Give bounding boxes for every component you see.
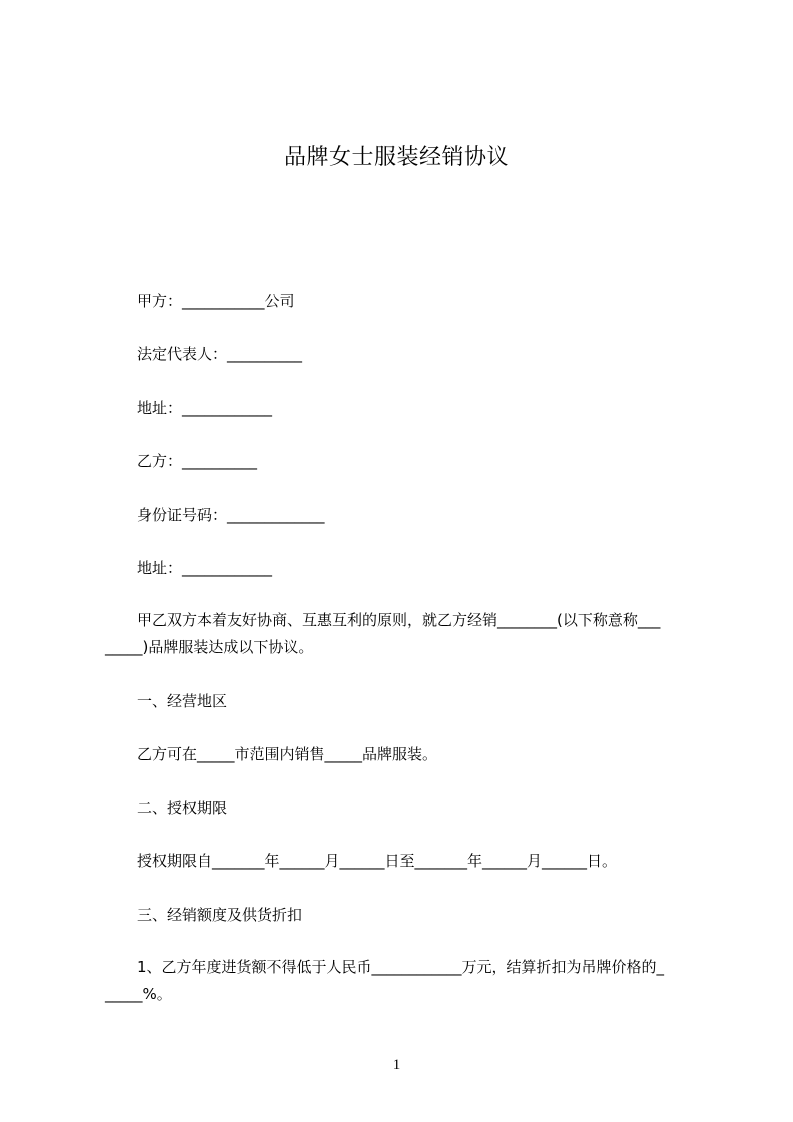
section-1-heading: 一、经营地区 — [137, 692, 228, 710]
intro-paragraph-line-1: 甲乙双方本着友好协商、互惠互利的原则，就乙方经销________(以下称意称___ — [137, 611, 661, 629]
party-b-line: 乙方：__________ — [137, 452, 258, 470]
page-number: 1 — [392, 1057, 401, 1073]
clause-1-paragraph — [105, 954, 705, 1008]
document-title: 品牌女士服装经销协议 — [283, 145, 509, 170]
legal-representative-line: 法定代表人：__________ — [137, 345, 303, 363]
clause-1-line-2: _____%。 — [105, 985, 172, 1003]
clause-1-line-1: 1、乙方年度进货额不得低于人民币____________万元，结算折扣为吊牌价格的_ — [137, 958, 665, 976]
party-a-address-line: 地址：____________ — [137, 399, 273, 417]
section-3-heading: 三、经销额度及供货折扣 — [137, 906, 303, 924]
section-1-text: 乙方可在_____市范围内销售_____品牌服装。 — [137, 745, 438, 763]
section-2-heading: 二、授权期限 — [137, 799, 228, 817]
id-number-line: 身份证号码：_____________ — [137, 506, 325, 524]
intro-paragraph-line-2: _____)品牌服装达成以下协议。 — [105, 638, 314, 656]
party-a-line: 甲方：___________公司 — [137, 292, 295, 310]
party-b-address-line: 地址：____________ — [137, 559, 273, 577]
intro-paragraph — [105, 607, 705, 661]
section-2-text: 授权期限自_______年______月______日至_______年______月______日。 — [137, 852, 618, 870]
